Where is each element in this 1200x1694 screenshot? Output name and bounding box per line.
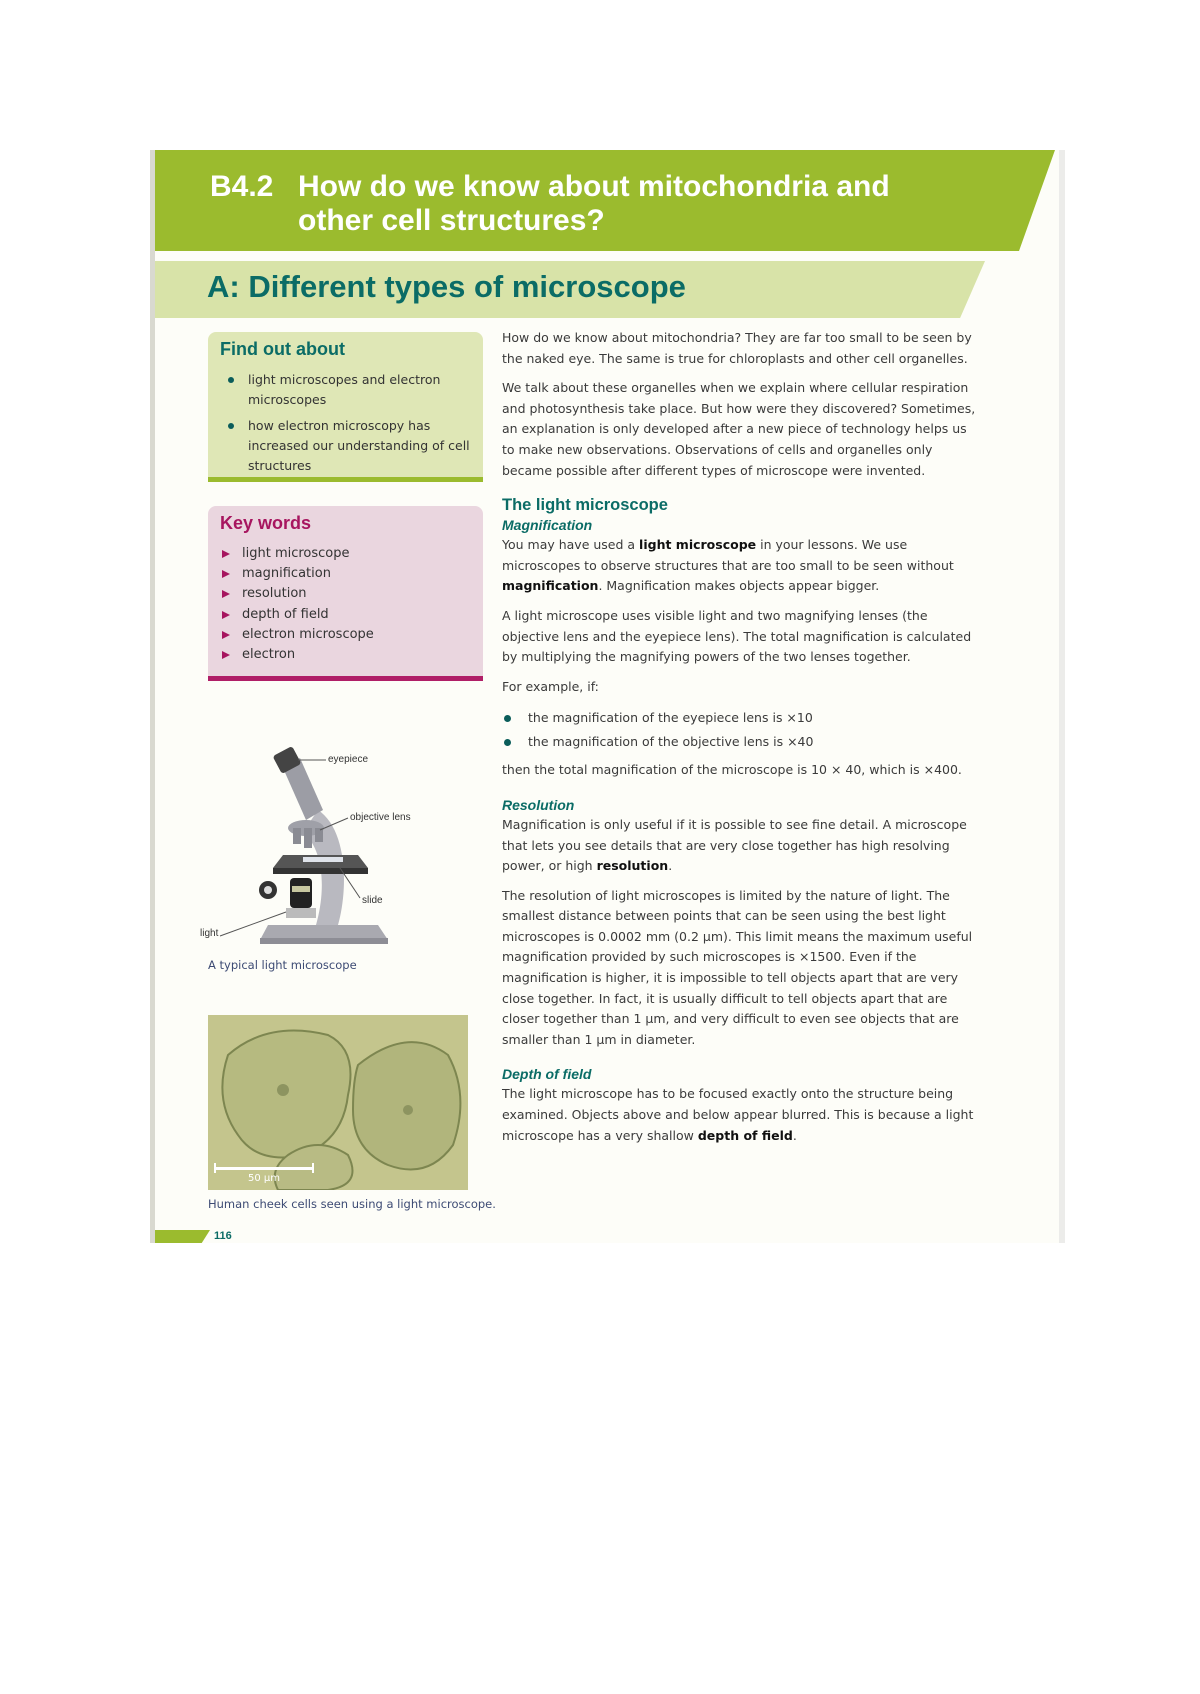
magnification-bullets (502, 706, 982, 754)
key-word-text: electron microscope (242, 626, 374, 642)
text-run: . (792, 1127, 797, 1143)
key-word (220, 564, 374, 584)
objective-lens-label: objective lens (350, 812, 411, 823)
page-right-edge (1059, 150, 1065, 1243)
magnification-paragraph-1 (502, 535, 982, 597)
title-line-1: How do we know about mitochondria and (298, 170, 890, 203)
microscope-caption: A typical light microscope (208, 958, 357, 972)
key-word-text: magnification (242, 566, 331, 582)
key-words-heading: Key words (220, 513, 312, 533)
arrow-icon (222, 611, 230, 619)
text-run: in your lessons. We use microscopes to observe structures that are too small to be seen without (502, 537, 954, 573)
text-run: . (668, 858, 673, 874)
find-out-heading: Find out about (220, 339, 345, 359)
resolution-paragraph-2: The resolution of light microscopes is limited by the nature of light. The smallest distance between points that can be seen using the best light microscopes is 0.0002 mm (0.2 µm). This limit means the maximum useful magnification provided by such microscopes is ×1500. Even if the magnification is higher, it is impossible to tell objects apart that are very close together. In fact, it is usually difficult to tell objects apart that are closer together than 1 µm, and very difficult to even see objects that are smaller than 1 µm in diameter. (502, 887, 973, 1047)
key-term: depth of field (697, 1127, 793, 1143)
resolution-paragraph-1 (502, 815, 982, 877)
light-label: light (200, 928, 219, 939)
text-run: . Magnification makes objects appear bigger. (598, 578, 880, 594)
key-word (220, 605, 374, 625)
section-title: A: Different types of microscope (207, 269, 686, 304)
title-code: B4.2 (210, 170, 274, 203)
find-out-box (208, 332, 483, 482)
cheek-cells-image (208, 1015, 468, 1190)
cheek-cells-photo (208, 1015, 468, 1190)
magnification-paragraph-3: For example, if: (502, 678, 599, 694)
bullet-icon (228, 423, 234, 429)
text-run: Magnification is only useful if it is possible to see fine detail. A microscope that lets you see details that are very close together has high resolving power, or high (502, 816, 967, 874)
key-word (220, 645, 374, 665)
list-item (502, 730, 982, 754)
list-item-text: the magnification of the objective lens is ×40 (528, 734, 814, 750)
arrow-icon (222, 631, 230, 639)
arrow-icon (222, 570, 230, 578)
text-run: The light microscope has to be focused exactly onto the structure being examined. Objects above and below appear blurred. This is because a light microscope has a very shallow (502, 1086, 974, 1143)
key-word-text: resolution (242, 586, 307, 602)
microscope-icon (198, 740, 438, 950)
page-number-tab (155, 1230, 210, 1243)
depth-of-field-heading: Depth of field (502, 1066, 592, 1083)
magnification-paragraph-4: then the total magnification of the microscope is 10 × 40, which is ×400. (502, 762, 962, 778)
resolution-heading: Resolution (502, 796, 575, 813)
key-words-box (208, 506, 483, 681)
scale-bar-label: 50 µm (248, 1173, 281, 1184)
key-word-text: electron (242, 647, 296, 663)
depth-of-field-paragraph (502, 1084, 982, 1146)
list-item-text: light microscopes and electron microscopes (248, 372, 441, 407)
textbook-page (150, 150, 1065, 1243)
key-word-text: light microscope (242, 546, 350, 561)
list-item (220, 416, 470, 476)
title-line-2: other cell structures? (298, 204, 605, 237)
list-item (220, 370, 470, 410)
arrow-icon (222, 590, 230, 598)
key-words-list (220, 544, 374, 665)
intro-paragraph-1: How do we know about mitochondria? They are far too small to be seen by the naked eye. The same is true for chloroplasts and other cell organelles. (502, 330, 972, 366)
page-edge (150, 150, 155, 1243)
bullet-icon (228, 377, 234, 383)
photo-caption: Human cheek cells seen using a light microscope. (208, 1197, 496, 1211)
page-number: 116 (214, 1230, 232, 1242)
eyepiece-label: eyepiece (328, 754, 369, 765)
microscope-figure (198, 740, 438, 950)
main-text-column (502, 328, 982, 1155)
bullet-icon (504, 715, 511, 722)
key-word (220, 544, 374, 564)
magnification-paragraph-2: A light microscope uses visible light and two magnifying lenses (the objective lens and the eyepiece lens). The total magnification is calculated by multiplying the magnifying powers of the two lenses together. (502, 607, 972, 665)
page-title (210, 170, 970, 238)
arrow-icon (222, 550, 230, 558)
key-term: magnification (502, 578, 599, 594)
text-run: You may have used a (502, 537, 640, 553)
intro-paragraph-2: We talk about these organelles when we explain where cellular respiration and photosynthesis take place. But how were they discovered? Sometimes, an explanation is only developed after a new piece of technology helps us to make new observations. Observations of cells and organelles only became possible after different types of microscope were invented. (502, 380, 976, 478)
key-term: resolution (596, 858, 669, 874)
bullet-icon (504, 739, 511, 746)
key-term: light microscope (639, 537, 757, 553)
light-microscope-heading: The light microscope (502, 496, 668, 515)
list-item-text: how electron microscopy has increased our understanding of cell structures (248, 418, 470, 473)
arrow-icon (222, 651, 230, 659)
find-out-list (220, 370, 470, 482)
list-item-text: the magnification of the eyepiece lens is ×10 (528, 710, 813, 726)
slide-label: slide (362, 895, 383, 906)
key-word (220, 625, 374, 645)
list-item (502, 706, 982, 730)
key-word (220, 584, 374, 604)
key-word-text: depth of field (242, 606, 329, 622)
magnification-heading: Magnification (502, 517, 593, 534)
